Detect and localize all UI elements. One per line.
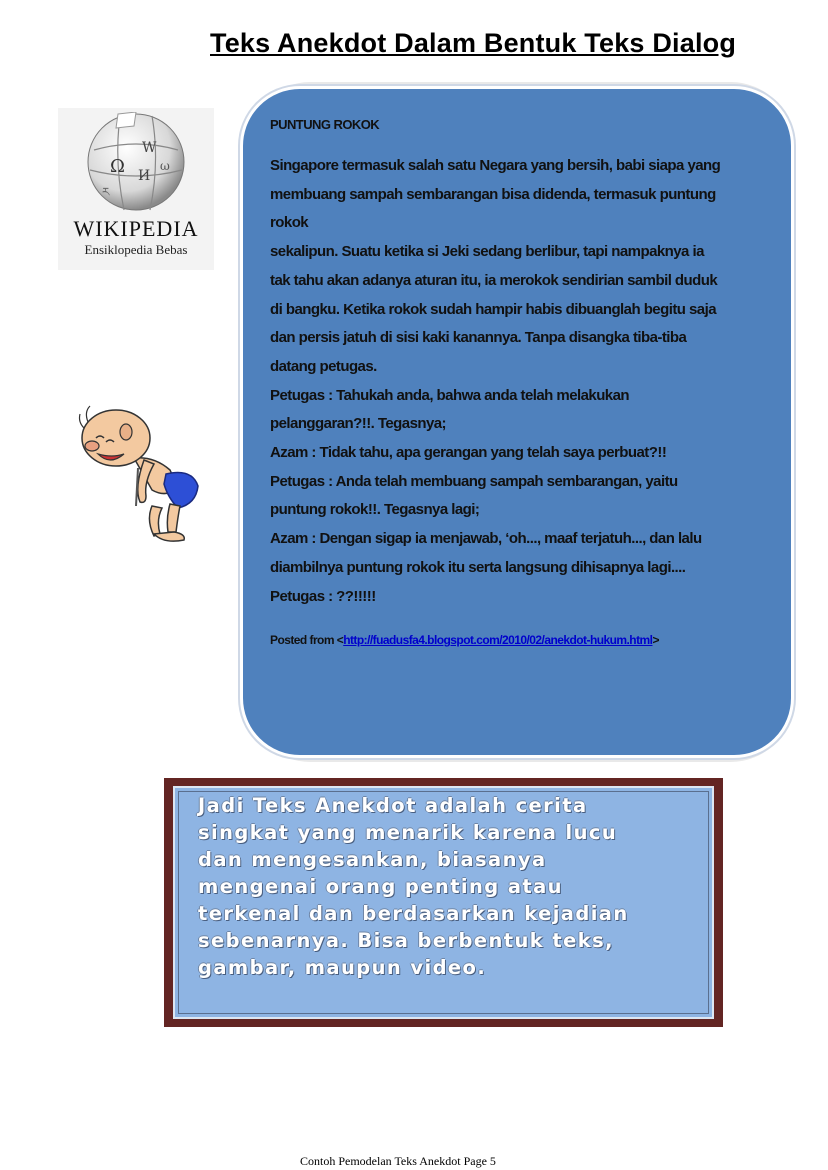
story-line: puntung rokok!!. Tegasnya lagi; bbox=[270, 501, 480, 519]
story-line: Singapore termasuk salah satu Negara yang bersih, babi siapa yang bbox=[270, 157, 721, 174]
svg-text:ω: ω bbox=[160, 159, 170, 173]
story-line: di bangku. Ketika rokok sudah hampir habis dibuanglah begitu saja bbox=[270, 300, 717, 318]
story-source bbox=[270, 631, 770, 649]
source-suffix: > bbox=[652, 633, 659, 648]
conclusion-line: mengenai orang penting atau bbox=[198, 875, 563, 898]
conclusion-line: singkat yang menarik karena lucu bbox=[198, 821, 618, 844]
story-line: datang petugas. bbox=[270, 357, 377, 375]
story-line: pelanggaran?!!. Tegasnya; bbox=[270, 415, 447, 433]
conclusion-line: Jadi Teks Anekdot adalah cerita bbox=[198, 794, 588, 817]
story-text-block bbox=[270, 116, 770, 649]
story-line: Azam : Tidak tahu, apa gerangan yang telah saya perbuat?!! bbox=[270, 444, 667, 462]
svg-text:И: И bbox=[138, 168, 151, 184]
svg-text:Ω: Ω bbox=[110, 156, 125, 177]
story-line: membuang sampah sembarangan bisa didenda, termasuk puntung bbox=[270, 185, 716, 203]
conclusion-line: gambar, maupun video. bbox=[198, 956, 487, 979]
story-line: Petugas : Tahukah anda, bahwa anda telah melakukan bbox=[270, 386, 629, 404]
svg-text:ར: ར bbox=[102, 185, 110, 199]
story-heading: PUNTUNG ROKOK bbox=[270, 117, 380, 132]
conclusion-text bbox=[198, 792, 698, 981]
source-prefix: Posted from < bbox=[270, 633, 344, 648]
story-line: sekalipun. Suatu ketika si Jeki sedang berlibur, tapi nampaknya ia bbox=[270, 243, 704, 261]
story-line: Azam : Dengan sigap ia menjawab, ‘oh..., maaf terjatuh..., dan lalu bbox=[270, 530, 702, 548]
puzzle-globe-icon bbox=[80, 112, 192, 216]
story-line: tak tahu akan adanya aturan itu, ia merokok sendirian sambil duduk bbox=[270, 271, 718, 289]
story-line: Petugas : ??!!!!! bbox=[270, 587, 376, 605]
conclusion-line: dan mengesankan, biasanya bbox=[198, 848, 547, 871]
story-line: rokok bbox=[270, 214, 309, 232]
conclusion-line: sebenarnya. Bisa berbentuk teks, bbox=[198, 929, 614, 952]
story-line: dan persis jatuh di sisi kaki kanannya. Tanpa disangka tiba-tiba bbox=[270, 329, 687, 347]
story-line: diambilnya puntung rokok itu serta langsung dihisapnya lagi.... bbox=[270, 558, 686, 576]
conclusion-line: terkenal dan berdasarkan kejadian bbox=[198, 902, 629, 925]
wikipedia-tagline: Ensiklopedia Bebas bbox=[84, 242, 188, 257]
cartoon-man-illustration bbox=[74, 398, 204, 553]
wikipedia-wordmark: WIKIPEDIA bbox=[73, 216, 199, 241]
source-link[interactable]: http://fuadusfa4.blogspot.com/2010/02/anekdot-hukum.html bbox=[343, 633, 653, 648]
page-footer: Contoh Pemodelan Teks Anekdot Page 5 bbox=[300, 1154, 496, 1168]
wikipedia-logo bbox=[58, 108, 214, 270]
page-title: Teks Anekdot Dalam Bentuk Teks Dialog bbox=[210, 28, 737, 58]
svg-text:W: W bbox=[142, 140, 157, 156]
story-line: Petugas : Anda telah membuang sampah sembarangan, yaitu bbox=[270, 472, 678, 490]
